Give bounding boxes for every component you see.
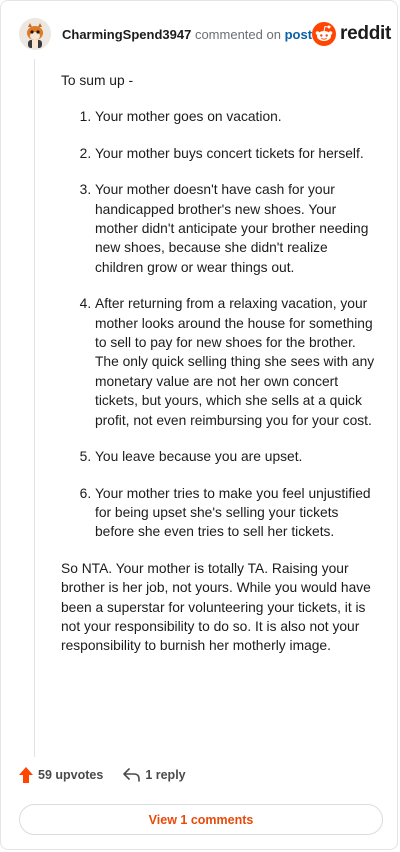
comment-header [19,15,392,53]
upvote-button[interactable] [19,767,103,783]
comment-closing: So NTA. Your mother is totally TA. Raising your brother is her job, not yours. While you would have been a superstar for volunteering your tickets, it is not your responsibility to do so. It is also not your responsibility to burnish her motherly image. [61,560,371,654]
avatar[interactable] [19,18,51,50]
upvote-arrow-icon [19,767,33,783]
list-item: 5. You leave because you are upset. [95,447,379,466]
list-item: 1. Your mother goes on vacation. [95,107,379,126]
header-text [62,27,312,42]
list-item: 3. Your mother doesn't have cash for your handicapped brother's new shoes. Your mother didn't anticipate your brother needing new shoes, because she didn't realize children grow or wear things out. [95,180,379,277]
upvote-count: 59 upvotes [38,768,104,782]
reply-count: 1 reply [145,768,186,782]
snoo-avatar-icon [19,18,51,50]
reddit-wordmark: reddit [340,23,392,44]
list-item: 2. Your mother buys concert tickets for herself. [95,144,379,163]
username-link[interactable]: CharmingSpend3947 [62,26,192,42]
reply-arrow-icon [123,768,140,782]
comment-actions [19,767,186,783]
list-item: 4. After returning from a relaxing vacation, your mother looks around the house for something to sell to pay for new shoes for the brother. The only quick selling thing she sees with any monetary value are not her own concert tickets, but yours, which she sells at a quick profit, not even reimbursing you for your cost. [95,294,379,430]
comment-intro: To sum up - [61,73,134,88]
reply-button[interactable] [123,768,185,782]
list-item: 6. Your mother tries to make you feel unjustified for being upset she's selling your tickets before she even tries to sell her tickets. [95,484,379,542]
thread-line[interactable] [34,59,35,757]
post-link[interactable]: post [284,26,313,42]
commented-on-label: commented on [194,26,281,42]
reddit-logo[interactable] [312,22,391,46]
comment-list [61,107,379,541]
view-comments-button[interactable]: View 1 comments [19,804,383,835]
comment-body [61,71,379,656]
reddit-snoo-icon [312,22,336,46]
